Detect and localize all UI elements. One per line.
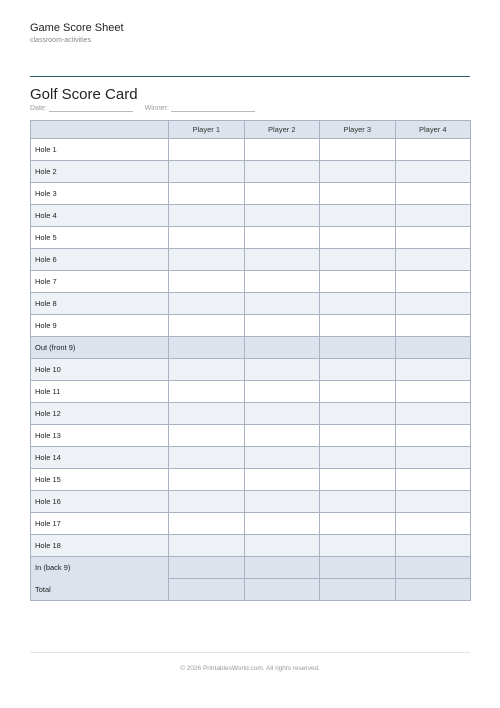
score-cell-player-1 [169,337,245,359]
score-cell-player-1 [169,491,245,513]
score-cell-player-1 [169,469,245,491]
row-label: Hole 12 [31,403,169,425]
score-cell-player-1 [169,183,245,205]
table-row [31,293,471,315]
score-cell-player-3 [320,271,396,293]
score-cell-player-4 [395,447,471,469]
score-cell-player-3 [320,183,396,205]
table-row [31,227,471,249]
score-cell-player-1 [169,249,245,271]
score-cell-player-4 [395,359,471,381]
score-cell-player-4 [395,293,471,315]
score-cell-player-1 [169,425,245,447]
footer-copyright: © 2026 PrintablesWorld.com. All rights reserved. [180,665,320,672]
score-cell-player-3 [320,557,396,579]
score-cell-player-1 [169,381,245,403]
row-label: Hole 15 [31,469,169,491]
score-cell-player-3 [320,447,396,469]
column-header-player-4: Player 4 [395,121,471,139]
score-cell-player-2 [244,359,320,381]
score-cell-player-3 [320,425,396,447]
score-cell-player-2 [244,447,320,469]
row-label: Hole 11 [31,381,169,403]
row-label: Total [31,579,169,601]
site-title: Game Score Sheet [30,22,124,34]
score-cell-player-4 [395,227,471,249]
row-label: Hole 8 [31,293,169,315]
score-cell-player-4 [395,315,471,337]
score-cell-player-3 [320,535,396,557]
table-row [31,205,471,227]
score-cell-player-1 [169,161,245,183]
score-cell-player-2 [244,557,320,579]
score-cell-player-1 [169,557,245,579]
score-cell-player-3 [320,359,396,381]
score-cell-player-4 [395,183,471,205]
score-cell-player-3 [320,315,396,337]
score-cell-player-2 [244,535,320,557]
score-cell-player-4 [395,491,471,513]
score-cell-player-2 [244,513,320,535]
row-label: Hole 6 [31,249,169,271]
table-row [31,425,471,447]
score-cell-player-1 [169,315,245,337]
column-header-player-2: Player 2 [244,121,320,139]
winner-blank-line [171,104,255,112]
score-cell-player-1 [169,403,245,425]
score-cell-player-3 [320,337,396,359]
score-table [30,120,471,601]
score-cell-player-3 [320,579,396,601]
score-table-body [31,139,471,601]
row-label: In (back 9) [31,557,169,579]
score-cell-player-3 [320,227,396,249]
table-row [31,403,471,425]
score-cell-player-2 [244,293,320,315]
date-label: Date: [30,105,47,112]
table-row [31,579,471,601]
table-row [31,469,471,491]
score-cell-player-3 [320,161,396,183]
score-cell-player-2 [244,227,320,249]
row-label: Out (front 9) [31,337,169,359]
score-cell-player-4 [395,139,471,161]
table-row [31,535,471,557]
column-header-player-1: Player 1 [169,121,245,139]
score-cell-player-4 [395,557,471,579]
score-cell-player-2 [244,579,320,601]
score-cell-player-2 [244,205,320,227]
site-header [30,22,124,44]
table-row [31,139,471,161]
score-cell-player-4 [395,249,471,271]
header-divider [30,76,470,77]
row-label: Hole 18 [31,535,169,557]
row-label: Hole 2 [31,161,169,183]
table-row [31,183,471,205]
footer-divider [30,652,470,653]
table-row [31,337,471,359]
meta-line [30,104,265,112]
score-cell-player-1 [169,227,245,249]
score-cell-player-4 [395,513,471,535]
row-label: Hole 7 [31,271,169,293]
score-cell-player-1 [169,205,245,227]
score-cell-player-3 [320,205,396,227]
row-label: Hole 4 [31,205,169,227]
score-cell-player-2 [244,271,320,293]
score-cell-player-2 [244,337,320,359]
site-subtitle: classroom-activities [30,37,92,44]
card-title: Golf Score Card [30,86,138,103]
score-cell-player-4 [395,161,471,183]
score-cell-player-3 [320,403,396,425]
score-cell-player-2 [244,425,320,447]
score-cell-player-4 [395,579,471,601]
score-cell-player-4 [395,535,471,557]
score-cell-player-3 [320,139,396,161]
score-cell-player-1 [169,579,245,601]
score-cell-player-1 [169,139,245,161]
table-row [31,491,471,513]
score-cell-player-4 [395,425,471,447]
score-cell-player-1 [169,293,245,315]
winner-label: Winner: [144,105,169,112]
score-cell-player-2 [244,381,320,403]
row-label: Hole 14 [31,447,169,469]
score-cell-player-3 [320,491,396,513]
score-cell-player-1 [169,535,245,557]
winner-field [145,104,255,112]
table-row [31,271,471,293]
score-cell-player-4 [395,337,471,359]
score-cell-player-2 [244,249,320,271]
table-row [31,557,471,579]
score-cell-player-1 [169,447,245,469]
score-cell-player-3 [320,469,396,491]
score-cell-player-2 [244,491,320,513]
column-header-player-3: Player 3 [320,121,396,139]
score-cell-player-2 [244,403,320,425]
row-label: Hole 9 [31,315,169,337]
date-blank-line [49,104,133,112]
score-cell-player-2 [244,183,320,205]
table-row [31,359,471,381]
row-label: Hole 17 [31,513,169,535]
table-row [31,249,471,271]
score-cell-player-2 [244,161,320,183]
score-cell-player-2 [244,139,320,161]
score-cell-player-4 [395,205,471,227]
table-row [31,513,471,535]
score-cell-player-1 [169,359,245,381]
score-cell-player-2 [244,469,320,491]
score-cell-player-4 [395,271,471,293]
score-cell-player-4 [395,403,471,425]
score-cell-player-1 [169,271,245,293]
score-cell-player-3 [320,381,396,403]
table-row [31,161,471,183]
table-row [31,381,471,403]
score-cell-player-2 [244,315,320,337]
row-label: Hole 13 [31,425,169,447]
row-label: Hole 1 [31,139,169,161]
score-cell-player-3 [320,249,396,271]
score-cell-player-4 [395,469,471,491]
score-cell-player-4 [395,381,471,403]
row-label: Hole 5 [31,227,169,249]
row-label: Hole 10 [31,359,169,381]
row-label: Hole 3 [31,183,169,205]
table-row [31,315,471,337]
column-header-label [31,121,169,139]
table-row [31,447,471,469]
date-field [30,104,133,112]
header-row [31,121,471,139]
score-cell-player-3 [320,293,396,315]
score-cell-player-3 [320,513,396,535]
score-cell-player-1 [169,513,245,535]
row-label: Hole 16 [31,491,169,513]
